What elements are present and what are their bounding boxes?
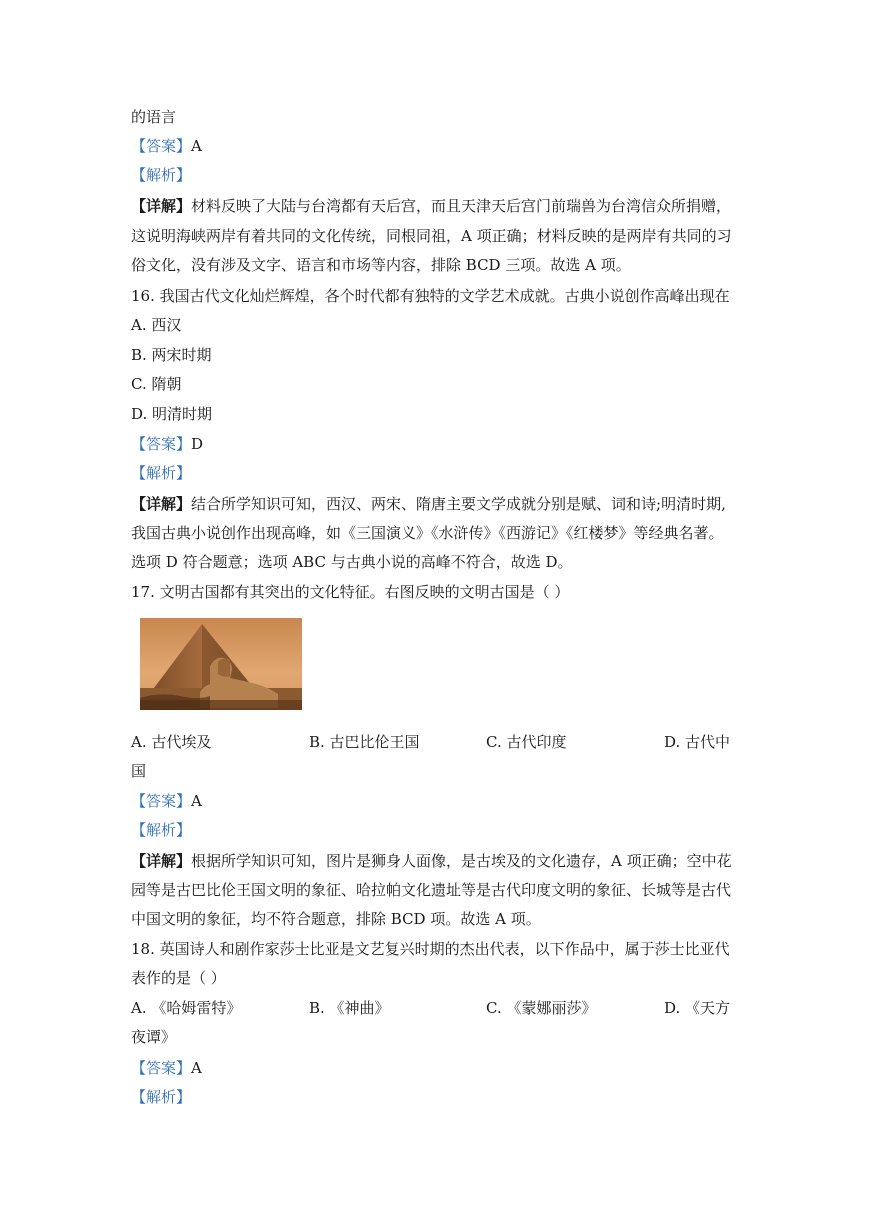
option-d: D. 古代中 <box>664 733 731 751</box>
analysis-label: 【解析】 <box>131 166 192 184</box>
option-d-continuation: 国 <box>131 762 147 780</box>
detail-text: 选项 D 符合题意；选项 ABC 与古典小说的高峰不符合，故选 D。 <box>131 553 573 571</box>
detail-text: 结合所学知识可知，西汉、两宋、隋唐主要文学成就分别是赋、词和诗;明清时期, <box>191 495 726 513</box>
answer-value: D <box>191 435 204 453</box>
detail-line <box>131 196 741 216</box>
detail-label: 【详解】 <box>131 197 192 215</box>
analysis-label: 【解析】 <box>131 821 192 839</box>
detail-text: 俗文化，没有涉及文字、语言和市场等内容，排除 BCD 三项。故选 A 项。 <box>131 256 631 274</box>
option-a: A. 《哈姆雷特》 <box>131 999 242 1017</box>
analysis-label: 【解析】 <box>131 1088 192 1106</box>
option-c: C. 古代印度 <box>486 733 567 751</box>
option-c: C. 隋朝 <box>131 375 182 393</box>
answer-value: A <box>191 792 202 810</box>
answer-line <box>131 791 741 811</box>
sphinx-pyramid-illustration <box>140 618 302 710</box>
option-a: A. 古代埃及 <box>131 733 212 751</box>
option-d: D. 明清时期 <box>131 405 213 423</box>
detail-label: 【详解】 <box>131 852 192 870</box>
text-line: 的语言 <box>131 108 177 126</box>
answer-line <box>131 136 741 156</box>
answer-label: 【答案】 <box>131 792 192 810</box>
answer-line <box>131 1058 741 1078</box>
detail-text: 材料反映了大陆与台湾都有天后宫，而且天津天后宫门前瑞兽为台湾信众所捐赠， <box>191 197 732 215</box>
answer-label: 【答案】 <box>131 137 192 155</box>
detail-line <box>131 494 741 514</box>
option-b: B. 古巴比伦王国 <box>309 733 420 751</box>
answer-label: 【答案】 <box>131 1059 192 1077</box>
question-stem: 17. 文明古国都有其突出的文化特征。右图反映的文明古国是（ ） <box>131 583 570 601</box>
question-stem: 表作的是（ ） <box>131 969 226 987</box>
detail-line <box>131 851 741 871</box>
question-stem: 16. 我国古代文化灿烂辉煌，各个时代都有独特的文学艺术成就。古典小说创作高峰出现在 <box>131 287 730 305</box>
detail-label: 【详解】 <box>131 495 192 513</box>
detail-text: 园等是古巴比伦王国文明的象征、哈拉帕文化遗址等是古代印度文明的象征、长城等是古代 <box>131 881 732 899</box>
sphinx-pyramid-image <box>140 618 302 710</box>
option-c: C. 《蒙娜丽莎》 <box>486 999 597 1017</box>
option-d: D. 《天方 <box>664 999 731 1017</box>
detail-text: 根据所学知识可知，图片是狮身人面像，是古埃及的文化遗存，A 项正确；空中花 <box>191 852 732 870</box>
answer-value: A <box>191 137 202 155</box>
answer-value: A <box>191 1059 202 1077</box>
option-d-continuation: 夜谭》 <box>131 1028 177 1046</box>
answer-line <box>131 434 741 454</box>
option-a: A. 西汉 <box>131 316 182 334</box>
detail-text: 我国古典小说创作出现高峰，如《三国演义》《水浒传》《西游记》《红楼梦》等经典名著。 <box>131 524 724 542</box>
answer-label: 【答案】 <box>131 435 192 453</box>
question-stem: 18. 英国诗人和剧作家莎士比亚是文艺复兴时期的杰出代表，以下作品中，属于莎士比亚代 <box>131 940 730 958</box>
analysis-label: 【解析】 <box>131 464 192 482</box>
option-b: B. 两宋时期 <box>131 346 212 364</box>
detail-text: 这说明海峡两岸有着共同的文化传统，同根同祖，A 项正确；材料反映的是两岸有共同的习 <box>131 227 732 245</box>
option-b: B. 《神曲》 <box>309 999 390 1017</box>
detail-text: 中国文明的象征，均不符合题意，排除 BCD 项。故选 A 项。 <box>131 910 541 928</box>
